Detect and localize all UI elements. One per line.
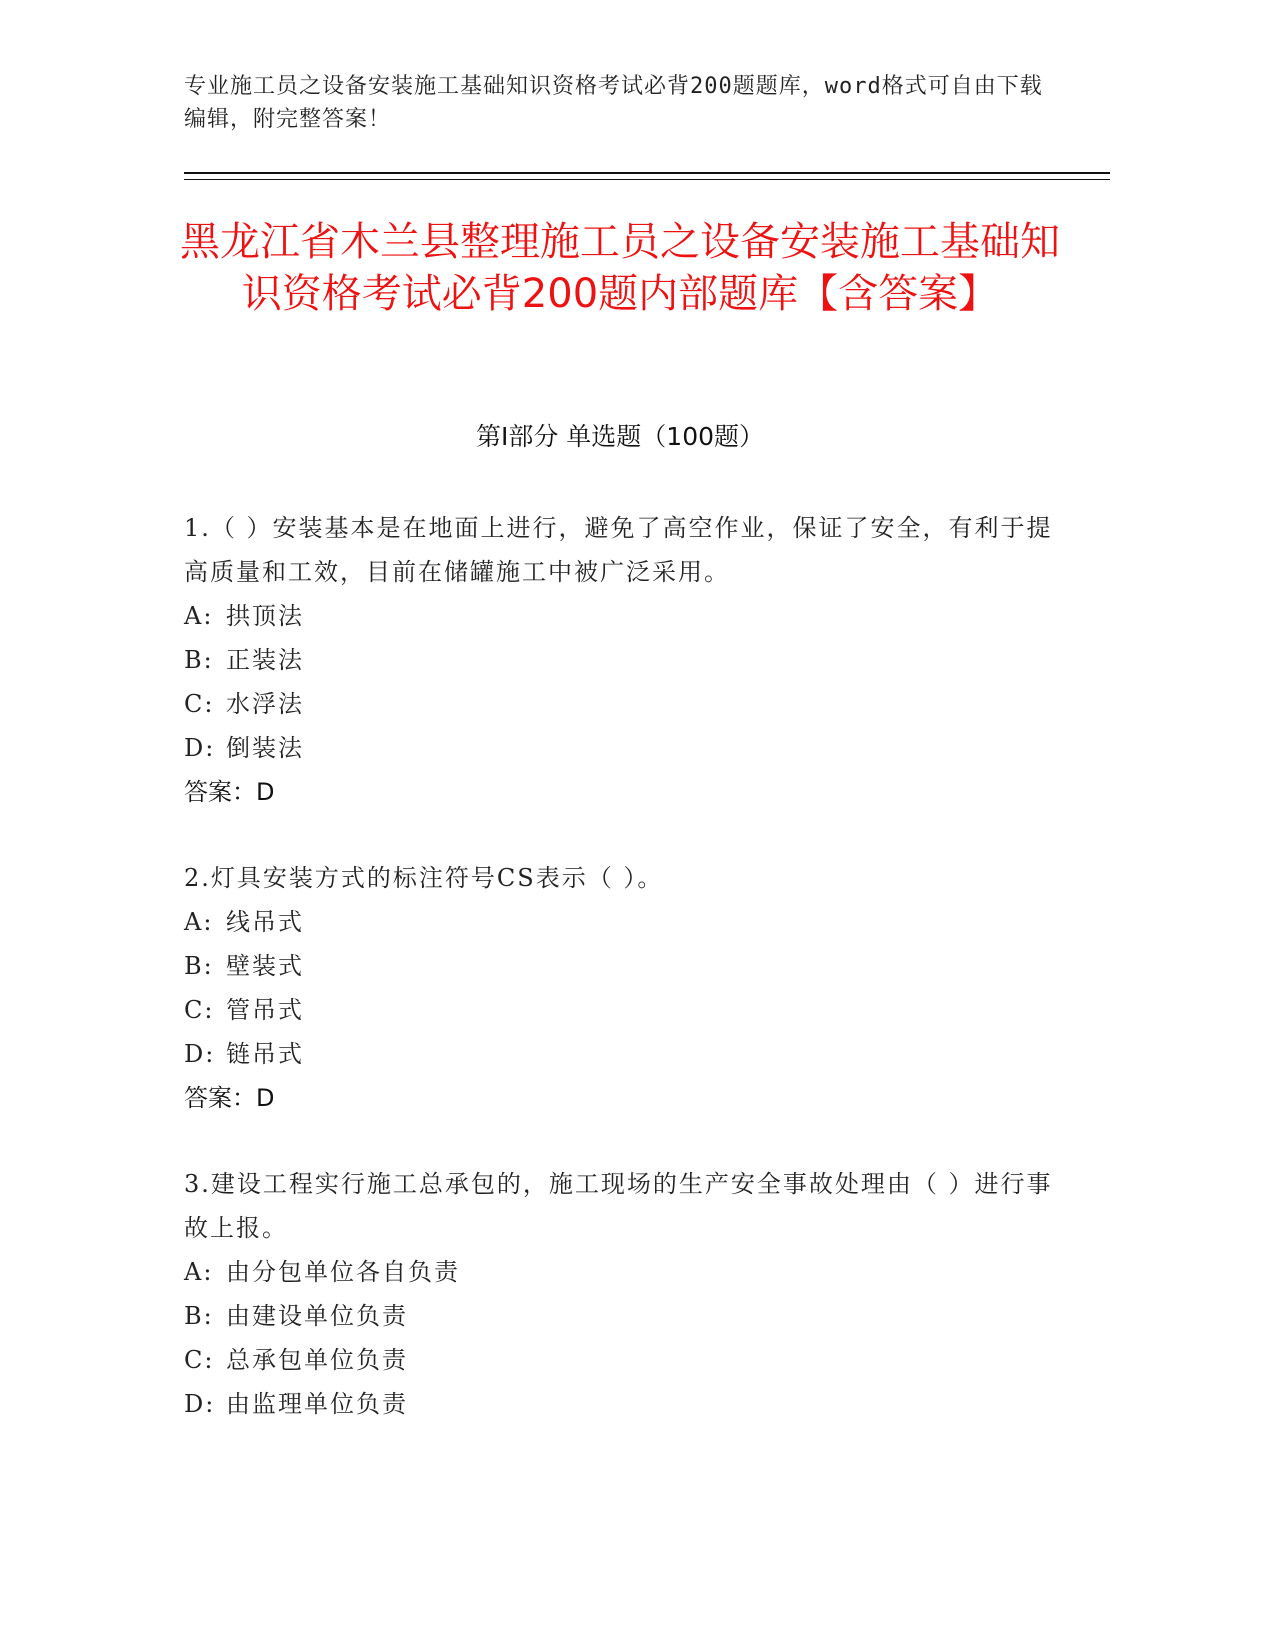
question-list xyxy=(184,506,1064,1426)
option-c xyxy=(184,682,1064,726)
option-b xyxy=(184,1294,1064,1338)
option-a xyxy=(184,900,1064,944)
option-key: D: xyxy=(184,734,216,762)
option-text: 链吊式 xyxy=(226,1040,304,1068)
question-3 xyxy=(184,1162,1064,1426)
answer-value: D xyxy=(256,778,275,806)
answer-value: D xyxy=(256,1084,275,1112)
question-2 xyxy=(184,856,1064,1120)
option-key: A: xyxy=(184,908,214,936)
answer-line xyxy=(184,770,1064,814)
option-text: 管吊式 xyxy=(226,996,304,1024)
option-d xyxy=(184,1032,1064,1076)
option-key: B: xyxy=(184,952,214,980)
header-note: 专业施工员之设备安装施工基础知识资格考试必背200题题库，word格式可自由下载编辑，附完整答案！ xyxy=(184,74,1043,132)
option-key: C: xyxy=(184,1346,215,1374)
option-text: 倒装法 xyxy=(226,734,304,762)
option-b xyxy=(184,944,1064,988)
option-text: 由建设单位负责 xyxy=(226,1302,408,1330)
question-spacer xyxy=(184,1120,1064,1162)
option-text: 壁装式 xyxy=(226,952,304,980)
option-d xyxy=(184,726,1064,770)
header-divider-thick xyxy=(184,172,1110,174)
question-1 xyxy=(184,506,1064,814)
question-stem: 3.建设工程实行施工总承包的，施工现场的生产安全事故处理由（ ）进行事故上报。 xyxy=(184,1170,1053,1242)
option-c xyxy=(184,1338,1064,1382)
option-key: A: xyxy=(184,1258,214,1286)
document-title: 黑龙江省木兰县整理施工员之设备安装施工基础知识资格考试必背200题内部题库【含答案】 xyxy=(180,219,1060,317)
section-heading: 第Ⅰ部分 单选题（100题） xyxy=(475,422,765,451)
question-stem: 1.（ ）安装基本是在地面上进行，避免了高空作业，保证了安全，有利于提高质量和工效，目前在储罐施工中被广泛采用。 xyxy=(184,514,1053,586)
option-key: A: xyxy=(184,602,214,630)
option-key: C: xyxy=(184,996,215,1024)
option-text: 由监理单位负责 xyxy=(226,1390,408,1418)
option-text: 由分包单位各自负责 xyxy=(226,1258,460,1286)
option-key: B: xyxy=(184,1302,214,1330)
option-text: 正装法 xyxy=(226,646,304,674)
option-key: C: xyxy=(184,690,215,718)
option-key: B: xyxy=(184,646,214,674)
header-divider-thin xyxy=(184,179,1110,180)
option-a xyxy=(184,1250,1064,1294)
answer-line xyxy=(184,1076,1064,1120)
option-key: D: xyxy=(184,1390,216,1418)
question-stem: 2.灯具安装方式的标注符号CS表示（ ）。 xyxy=(184,864,664,892)
option-b xyxy=(184,638,1064,682)
option-text: 水浮法 xyxy=(226,690,304,718)
option-key: D: xyxy=(184,1040,216,1068)
option-text: 拱顶法 xyxy=(226,602,304,630)
option-a xyxy=(184,594,1064,638)
option-d xyxy=(184,1382,1064,1426)
option-c xyxy=(184,988,1064,1032)
answer-prefix: 答案： xyxy=(184,1084,256,1112)
answer-prefix: 答案： xyxy=(184,778,256,806)
question-spacer xyxy=(184,814,1064,856)
option-text: 线吊式 xyxy=(226,908,304,936)
option-text: 总承包单位负责 xyxy=(226,1346,408,1374)
